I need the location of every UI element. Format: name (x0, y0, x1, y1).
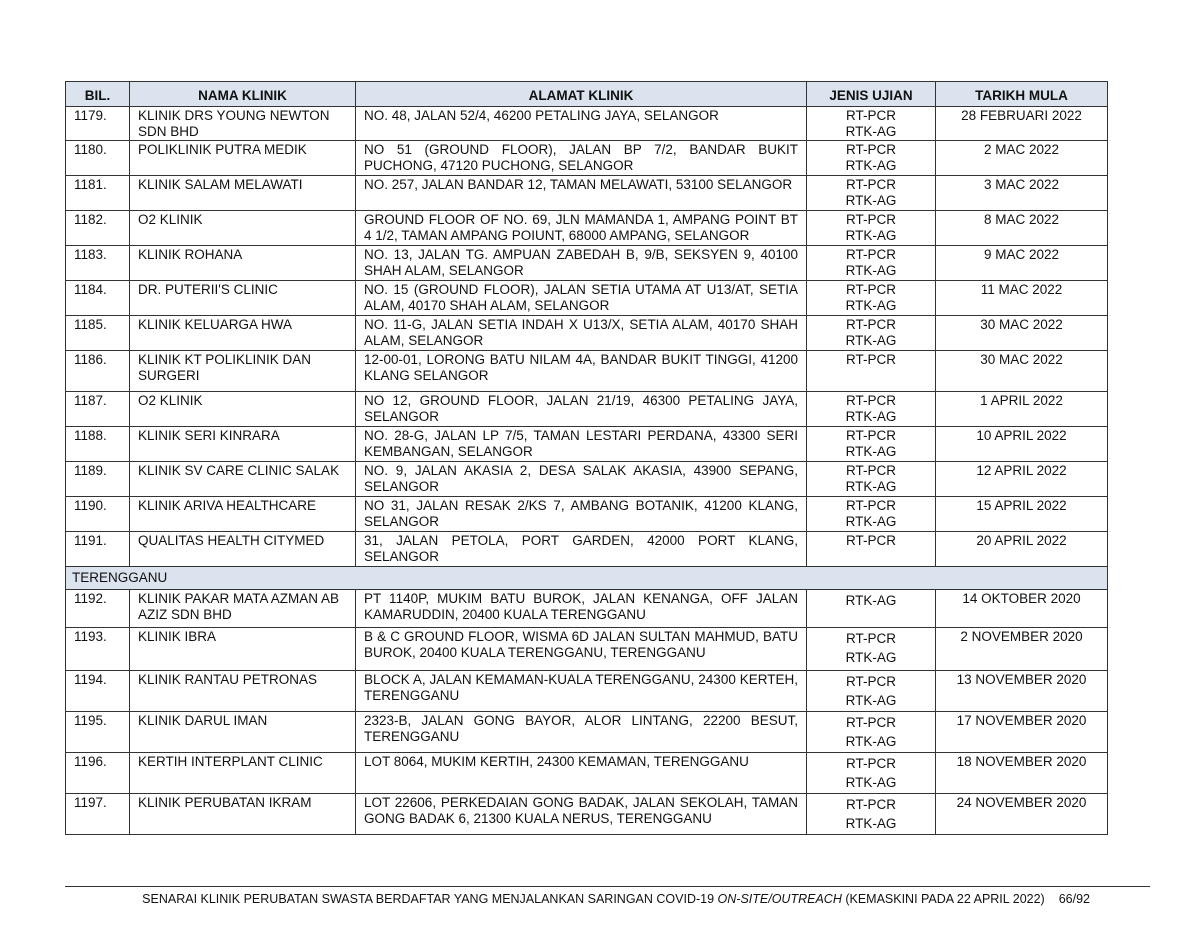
clinic-address: 31, JALAN PETOLA, PORT GARDEN, 42000 PORT KLANG, SELANGOR (356, 532, 807, 567)
test-types (807, 462, 936, 497)
test-type: RT-PCR (845, 317, 896, 332)
clinic-name: KLINIK IBRA (130, 628, 356, 671)
test-type: RTK-AG (845, 478, 897, 494)
table-row (66, 712, 1108, 753)
test-type: RT-PCR (845, 108, 896, 123)
table-row (66, 107, 1108, 141)
test-type: RT-PCR (845, 498, 896, 513)
header-jenis-ujian: JENIS UJIAN (807, 82, 936, 107)
row-number: 1180. (66, 141, 130, 176)
test-type: RTK-AG (845, 227, 897, 243)
table-body-selangor (66, 107, 1108, 567)
test-type: RT-PCR (845, 282, 896, 297)
table-row (66, 141, 1108, 176)
test-types (807, 351, 936, 392)
clinic-address: NO. 11-G, JALAN SETIA INDAH X U13/X, SETIA ALAM, 40170 SHAH ALAM, SELANGOR (356, 316, 807, 351)
clinic-name: KLINIK KELUARGA HWA (130, 316, 356, 351)
clinic-address: PT 1140P, MUKIM BATU BUROK, JALAN KENANGA, OFF JALAN KAMARUDDIN, 20400 KUALA TERENGGANU (356, 590, 807, 628)
clinic-address: NO. 9, JALAN AKASIA 2, DESA SALAK AKASIA, 43900 SEPANG, SELANGOR (356, 462, 807, 497)
row-number: 1179. (66, 107, 130, 141)
table-row (66, 628, 1108, 671)
clinic-address: LOT 22606, PERKEDAIAN GONG BADAK, JALAN SEKOLAH, TAMAN GONG BADAK 6, 21300 KUALA NERUS, TERENGGANU (356, 794, 807, 835)
header-tarikh-mula: TARIKH MULA (936, 82, 1108, 107)
table-row (66, 462, 1108, 497)
row-number: 1183. (66, 246, 130, 281)
test-types (807, 281, 936, 316)
table-section (66, 567, 1108, 590)
row-number: 1181. (66, 176, 130, 211)
test-types (807, 753, 936, 794)
test-type: RT-PCR (845, 247, 896, 262)
start-date: 28 FEBRUARI 2022 (936, 107, 1108, 141)
test-types (807, 712, 936, 753)
test-type: RT-PCR (845, 631, 896, 646)
row-number: 1191. (66, 532, 130, 567)
clinic-address: BLOCK A, JALAN KEMAMAN-KUALA TERENGGANU, 24300 KERTEH, TERENGGANU (356, 671, 807, 712)
start-date: 11 MAC 2022 (936, 281, 1108, 316)
test-types (807, 107, 936, 141)
footer-text-italic: ON-SITE/OUTREACH (717, 892, 842, 906)
test-type: RT-PCR (845, 212, 896, 227)
test-type: RTK-AG (845, 123, 897, 139)
table-row (66, 794, 1108, 835)
test-type: RT-PCR (845, 533, 896, 548)
start-date: 15 APRIL 2022 (936, 497, 1108, 532)
test-type: RT-PCR (845, 674, 896, 689)
start-date: 18 NOVEMBER 2020 (936, 753, 1108, 794)
table-row (66, 427, 1108, 462)
test-type: RT-PCR (845, 177, 896, 192)
row-number: 1185. (66, 316, 130, 351)
test-types (807, 532, 936, 567)
clinic-address: NO. 28-G, JALAN LP 7/5, TAMAN LESTARI PERDANA, 43300 SERI KEMBANGAN, SELANGOR (356, 427, 807, 462)
row-number: 1193. (66, 628, 130, 671)
clinic-name: DR. PUTERII'S CLINIC (130, 281, 356, 316)
test-type: RT-PCR (845, 715, 896, 730)
start-date: 13 NOVEMBER 2020 (936, 671, 1108, 712)
row-number: 1197. (66, 794, 130, 835)
row-number: 1190. (66, 497, 130, 532)
test-type: RT-PCR (845, 352, 896, 367)
clinic-name: KLINIK DARUL IMAN (130, 712, 356, 753)
clinic-address: NO. 48, JALAN 52/4, 46200 PETALING JAYA, SELANGOR (356, 107, 807, 141)
test-type: RT-PCR (845, 797, 896, 812)
table-row (66, 392, 1108, 427)
clinic-name: KLINIK DRS YOUNG NEWTON SDN BHD (130, 107, 356, 141)
header-nama-klinik: NAMA KLINIK (130, 82, 356, 107)
start-date: 24 NOVEMBER 2020 (936, 794, 1108, 835)
table-row (66, 497, 1108, 532)
page-footer (65, 892, 1090, 906)
start-date: 30 MAC 2022 (936, 351, 1108, 392)
clinic-address: NO. 13, JALAN TG. AMPUAN ZABEDAH B, 9/B, SEKSYEN 9, 40100 SHAH ALAM, SELANGOR (356, 246, 807, 281)
test-types (807, 590, 936, 628)
test-type: RTK-AG (845, 693, 897, 708)
clinic-name: QUALITAS HEALTH CITYMED (130, 532, 356, 567)
start-date: 3 MAC 2022 (936, 176, 1108, 211)
start-date: 8 MAC 2022 (936, 211, 1108, 246)
row-number: 1188. (66, 427, 130, 462)
test-type: RT-PCR (845, 142, 896, 157)
test-types (807, 427, 936, 462)
test-type: RTK-AG (845, 650, 897, 665)
clinic-name: KLINIK RANTAU PETRONAS (130, 671, 356, 712)
start-date: 1 APRIL 2022 (936, 392, 1108, 427)
row-number: 1189. (66, 462, 130, 497)
start-date: 2 MAC 2022 (936, 141, 1108, 176)
table-row (66, 671, 1108, 712)
clinic-name: KLINIK SV CARE CLINIC SALAK (130, 462, 356, 497)
row-number: 1194. (66, 671, 130, 712)
test-type: RT-PCR (845, 463, 896, 478)
table-row (66, 753, 1108, 794)
clinic-name: KLINIK SERI KINRARA (130, 427, 356, 462)
test-types (807, 392, 936, 427)
test-type: RTK-AG (845, 157, 897, 173)
table-body-terengganu (66, 590, 1108, 835)
test-types (807, 497, 936, 532)
test-type: RTK-AG (845, 775, 897, 790)
table-row (66, 351, 1108, 392)
test-type: RTK-AG (845, 734, 897, 749)
start-date: 30 MAC 2022 (936, 316, 1108, 351)
start-date: 10 APRIL 2022 (936, 427, 1108, 462)
test-types (807, 176, 936, 211)
clinic-name: KLINIK PAKAR MATA AZMAN AB AZIZ SDN BHD (130, 590, 356, 628)
clinic-name: O2 KLINIK (130, 211, 356, 246)
start-date: 14 OKTOBER 2020 (936, 590, 1108, 628)
clinic-table (65, 81, 1108, 835)
table-header-row (66, 82, 1108, 107)
row-number: 1184. (66, 281, 130, 316)
test-types (807, 246, 936, 281)
test-types (807, 316, 936, 351)
clinic-name: O2 KLINIK (130, 392, 356, 427)
test-type: RTK-AG (845, 262, 897, 278)
test-type: RTK-AG (845, 297, 897, 313)
start-date: 12 APRIL 2022 (936, 462, 1108, 497)
test-type: RTK-AG (845, 408, 897, 424)
table-row (66, 281, 1108, 316)
clinic-name: KLINIK PERUBATAN IKRAM (130, 794, 356, 835)
clinic-name: POLIKLINIK PUTRA MEDIK (130, 141, 356, 176)
table-row (66, 211, 1108, 246)
test-type: RTK-AG (845, 593, 897, 608)
start-date: 20 APRIL 2022 (936, 532, 1108, 567)
test-type: RTK-AG (845, 816, 897, 831)
clinic-address: GROUND FLOOR OF NO. 69, JLN MAMANDA 1, AMPANG POINT BT 4 1/2, TAMAN AMPANG POIUNT, 68000 AMPANG, SELANGOR (356, 211, 807, 246)
clinic-address: B & C GROUND FLOOR, WISMA 6D JALAN SULTAN MAHMUD, BATU BUROK, 20400 KUALA TERENGGANU, TERENGGANU (356, 628, 807, 671)
test-type: RT-PCR (845, 393, 896, 408)
start-date: 2 NOVEMBER 2020 (936, 628, 1108, 671)
start-date: 9 MAC 2022 (936, 246, 1108, 281)
test-types (807, 211, 936, 246)
clinic-address: 12-00-01, LORONG BATU NILAM 4A, BANDAR BUKIT TINGGI, 41200 KLANG SELANGOR (356, 351, 807, 392)
clinic-address: NO 12, GROUND FLOOR, JALAN 21/19, 46300 PETALING JAYA, SELANGOR (356, 392, 807, 427)
test-type: RTK-AG (845, 332, 897, 348)
test-type: RTK-AG (845, 192, 897, 208)
section-label: TERENGGANU (66, 567, 1108, 590)
row-number: 1182. (66, 211, 130, 246)
test-types (807, 671, 936, 712)
section-row (66, 567, 1108, 590)
table-row (66, 532, 1108, 567)
clinic-address: LOT 8064, MUKIM KERTIH, 24300 KEMAMAN, TERENGGANU (356, 753, 807, 794)
table-row (66, 246, 1108, 281)
header-alamat-klinik: ALAMAT KLINIK (356, 82, 807, 107)
row-number: 1187. (66, 392, 130, 427)
page-number: 66/92 (1058, 892, 1090, 906)
test-type: RT-PCR (845, 756, 896, 771)
test-type: RTK-AG (845, 513, 897, 529)
table-row (66, 316, 1108, 351)
clinic-address: NO 31, JALAN RESAK 2/KS 7, AMBANG BOTANIK, 41200 KLANG, SELANGOR (356, 497, 807, 532)
clinic-name: KLINIK KT POLIKLINIK DAN SURGERI (130, 351, 356, 392)
row-number: 1196. (66, 753, 130, 794)
test-types (807, 141, 936, 176)
clinic-address: 2323-B, JALAN GONG BAYOR, ALOR LINTANG, 22200 BESUT, TERENGGANU (356, 712, 807, 753)
table-row (66, 590, 1108, 628)
footer-text-date: (KEMASKINI PADA 22 APRIL 2022) (841, 892, 1045, 906)
test-type: RT-PCR (845, 428, 896, 443)
clinic-address: NO. 257, JALAN BANDAR 12, TAMAN MELAWATI, 53100 SELANGOR (356, 176, 807, 211)
clinic-name: KLINIK ARIVA HEALTHCARE (130, 497, 356, 532)
test-type: RTK-AG (845, 443, 897, 459)
clinic-name: KLINIK ROHANA (130, 246, 356, 281)
clinic-address: NO. 15 (GROUND FLOOR), JALAN SETIA UTAMA AT U13/AT, SETIA ALAM, 40170 SHAH ALAM, SELANGOR (356, 281, 807, 316)
start-date: 17 NOVEMBER 2020 (936, 712, 1108, 753)
footer-divider (65, 886, 1150, 887)
table-row (66, 176, 1108, 211)
clinic-name: KLINIK SALAM MELAWATI (130, 176, 356, 211)
clinic-address: NO 51 (GROUND FLOOR), JALAN BP 7/2, BANDAR BUKIT PUCHONG, 47120 PUCHONG, SELANGOR (356, 141, 807, 176)
header-bil: BIL. (66, 82, 130, 107)
row-number: 1195. (66, 712, 130, 753)
test-types (807, 794, 936, 835)
test-types (807, 628, 936, 671)
row-number: 1192. (66, 590, 130, 628)
clinic-name: KERTIH INTERPLANT CLINIC (130, 753, 356, 794)
row-number: 1186. (66, 351, 130, 392)
footer-text: SENARAI KLINIK PERUBATAN SWASTA BERDAFTAR YANG MENJALANKAN SARINGAN COVID-19 (142, 892, 718, 906)
